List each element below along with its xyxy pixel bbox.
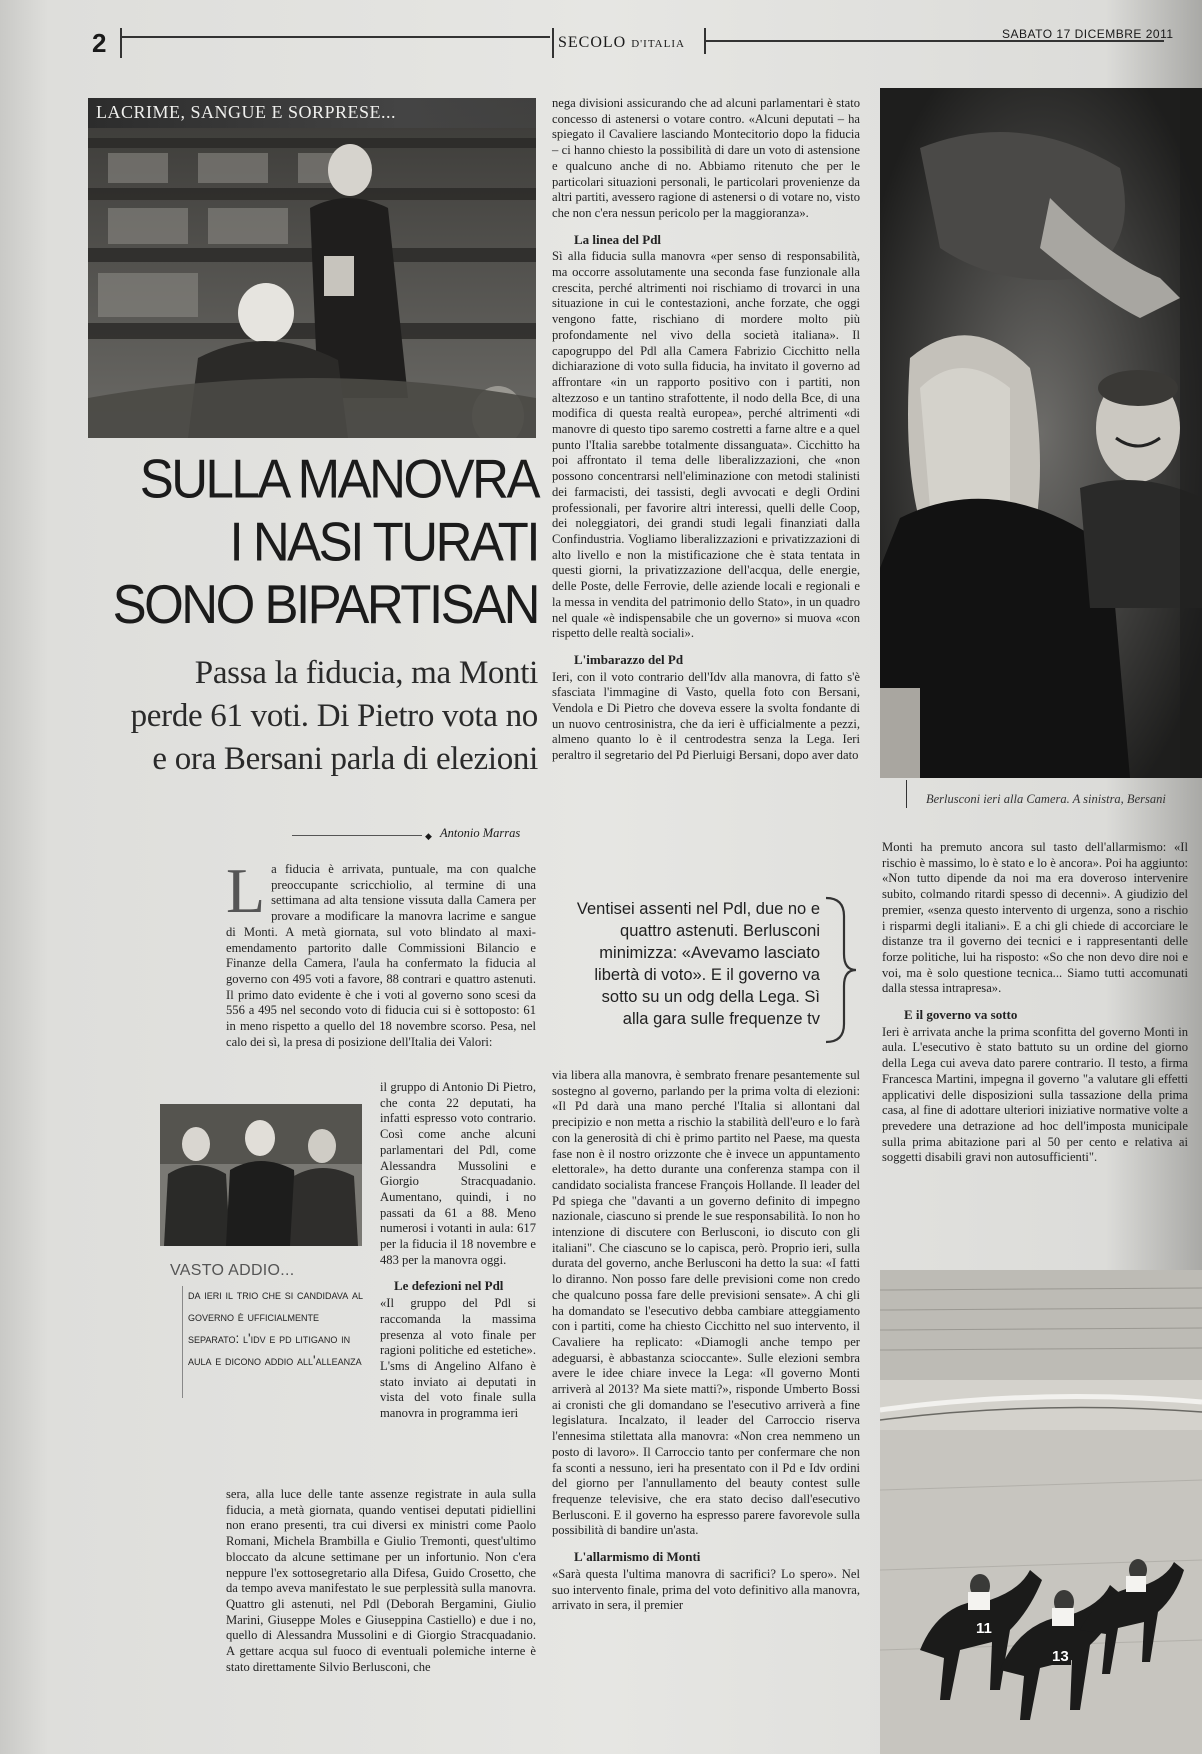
intro-text: a fiducia è arrivata, puntuale, ma con qualche preoccupante scricchiolio, al termine di una settimana ad alta tensione vissuta dalla Camera per provare a modificare la manovra lacrime e sangue di Monti. A metà giornata, sul voto blindato al maxi-emendamento partorito dalle Commissioni Bilancio e Finanze della Camera, l'aula ha confermato la fiducia al governo con 495 voti a favore, 88 contrari e quattro astenuti. Il primo dato evidente è che i voti al governo sono scesi da 556 a 495 nel secondo voto di fiducia cui si è sottoposto: 61 in meno rispetto a quello del 18 novembre scorso. Pesa, nel calo dei sì, la presa di posizione dell'Italia dei Valori: [226, 862, 536, 1049]
pull-quote-brace [822, 896, 858, 1044]
vasto-box-title: VASTO ADDIO... [170, 1262, 295, 1279]
pull-quote [572, 898, 820, 1030]
col3-p2: Ieri è arrivata anche la prima sconfitta del governo Monti in aula. L'esecutivo è stato battuto su un ordine del giorno della Lega cui aveva dato parere contrario. Il testo, a firma Francesca Martini, impegna il governo "a valutare gli effetti applicativi delle disposizioni sulla tassazione della prima casa, al fine di adottare ulteriori iniziative normative volte a prevedere una detrazione ad hoc dell'imposta municipale sulla prima abitazione pari al 50 per cento e relativa ai soggetti disabili gravi non autosufficienti". [882, 1024, 1188, 1165]
header-rule [120, 36, 550, 38]
photo-caption-rule [906, 780, 907, 808]
col1-defezioni-wide: sera, alla luce delle tante assenze registrate in aula sulla fiducia, a metà giornata, quando ventisei deputati pidiellini non erano presenti, tra cui diversi ex ministri come Paolo Romani, Michela Brambilla e Giulio Tremonti, quest'ultimo bloccato da alcune settimane per un infortunio. Non c'era neppure l'ex sottosegretario alla Difesa, Guido Crosetto, che da tempo aveva manifestato le sue perplessità sulla manovra. Quattro gli astenuti, nel Pdl (Deborah Bergamini, Giulio Marini, Giuseppe Moles e Giuseppina Castiello) e due i no, quello di Alessandra Mussolini e di Giorgio Stracquadanio. A gettare acqua sul fuoco di eventuali polemiche interne è stato direttamente Silvio Berlusconi, che [226, 1487, 536, 1674]
saddlecloth-number: 13 [1052, 1648, 1069, 1665]
horse-race-photo-art [880, 1270, 1202, 1754]
col1-defezioni-narrow: «Il gruppo del Pdl si raccomanda la massima presenza al voto finale per ragioni politiche ed estetiche». L'sms di Angelino Alfano è stato inviato ai deputati in vista del voto finale sulla manovra in programma ieri [380, 1296, 536, 1421]
subhead-sotto: E il governo va sotto [904, 1007, 1018, 1023]
subheadline [60, 652, 538, 781]
photo-caption: Berlusconi ieri alla Camera. A sinistra, Bersani [926, 792, 1166, 806]
vasto-box-body: da ieri il trio che si candidava al governo è ufficialmente separato: l'idv e pd litigano in aula e dicono addio all'alleanza [188, 1287, 363, 1368]
headline-line: SULLA MANOVRA [139, 448, 538, 510]
col3-p1: Monti ha premuto ancora sul tasto dell'allarmismo: «Il rischio è massimo, lo è stato e lo è ancora». Poi ha aggiunto: «Non tutto dipende da noi ma era doveroso intervenire subito, colmando ritardi spesso di decenni». A giudizio del premier, «senza questo intervento di urgenza, sono a rischio i risparmi degli italiani». E a chi gli chiede di accorciare le distanze tra il governo dei tecnici e i rappresentanti delle forze politiche, lui ha risposto: «So che non devo dire noi e voi, ma è solo questione tecnica... Siamo tutti accomunati dalla stessa intrapresa». [882, 840, 1188, 996]
byline-diamond: ◆ [425, 831, 432, 841]
vasto-photo-art [160, 1104, 362, 1246]
saddlecloth-number: 11 [976, 1620, 992, 1637]
parliament-photo-art [88, 98, 536, 438]
photo-kicker: LACRIME, SANGUE E SORPRESE... [88, 98, 536, 128]
subhead-defezioni: Le defezioni nel Pdl [394, 1278, 504, 1294]
parliament-photo [88, 98, 536, 438]
berlusconi-photo [880, 88, 1202, 778]
article-col3 [882, 840, 1188, 1166]
vasto-box-rule [182, 1286, 183, 1398]
subhead-imbarazzo: L'imbarazzo del Pd [574, 651, 684, 667]
subheadline-line: perde 61 voti. Di Pietro vota no [130, 698, 538, 734]
drop-cap: L [226, 855, 266, 926]
col2-p2: Sì alla fiducia sulla manovra «per senso di responsabilità, ma occorre assolutamente una seconda fase funzionale alla crescita, perché altrimenti noi rischiamo di trovarci in una situazione in cui le contestazioni, anche forzate, che oggi vengono fatte, rischiano di mordere molto più profondamente nel vivo della società italiana». Il capogruppo del Pdl alla Camera Fabrizio Cicchitto nella dichiarazione di voto sulla fiducia, ha invitato il governo ad affrontare «in un rapporto positivo con i partiti, non altezzoso e un tantino strafottente, il nodo della Bce, di una modifica di questa realtà europea», perché altrimenti «di manovre di questo tipo saremo costretti a farne altre e a quel punto l'Italia sarebbe totalmente dissanguata». Cicchitto ha poi affrontato il tema delle liberalizzazioni, che «non possono concentrarsi nell'eliminazione con metodi stalinisti dei farmacisti, dei tassisti, degli avvocati e degli Ordini professionali, per favorire altri interessi, quelli delle Coop, dei noleggiatori, dei grandi studi legali finanziati dalla Confindustria. Vogliamo liberalizzazioni e privatizzazioni di alto livello e non la mistificazione che è stata tentata in questi giorni, la privatizzazione dell'acqua, delle energie, delle Poste, delle Ferrovie, delle aziende locali e regionali e la messa in vendita del patrimonio dello Stato», in un quadro nel quale «è indispensabile che un governo» si muova «con rispetto delle realtà sociali». [552, 249, 860, 641]
article-intro [226, 855, 536, 1050]
subheadline-line: Passa la fiducia, ma Monti [194, 655, 538, 691]
pull-quote-text: Ventisei assenti nel Pdl, due no e quattro astenuti. Berlusconi minimizza: «Avevamo lasciato libertà di voto». E il governo va sotto su un odg della Lega. Sì alla gara sulle frequenze tv [576, 900, 820, 1028]
header-rule [552, 28, 554, 58]
vasto-photo [160, 1104, 362, 1246]
subhead-linea: La linea del Pdl [574, 231, 662, 247]
horse-race-photo [880, 1270, 1202, 1754]
article-col2-top [552, 96, 860, 764]
byline-rule [292, 835, 422, 836]
header-rule [120, 28, 122, 58]
berlusconi-photo-art [880, 88, 1202, 778]
col2-p4: via libera alla manovra, è sembrato frenare pesantemente sul sostegno al governo, parlando per la prima volta di elezioni: «Il Pd darà una mano perché l'Italia si allontani dal precipizio e non metta a rischio la stabilità dell'euro e lo farà con la generosità di chi è primo partito nel Paese, ma questa fase non è il nostro orizzonte che è invece un appuntamento elettorale», ha detto durante una conferenza stampa con il candidato socialista francese François Hollande. Il leader del Pd spiega che "davanti a un governo definito di impegno nazionale, ciascuno si prende le sue responsabilità. Io non ho intenzione di discutere con Berlusconi, io discuto con gli italiani". Che ciascuno se lo capisca, però. Proprio ieri, sulla durata del governo, anche Berlusconi ha detto la sua: «I fatti lo diranno. Non posso fare delle previsioni come non credo che qualcuno possa fare delle previsioni sensate». A chi gli ha domandato se l'esecutivo debba cambiare atteggiamento con i partiti, come ha chiesto Cicchitto nel suo intervento, il Cavaliere ha replicato: «Diamogli anche tempo per adeguarsi, è abbastanza scioccante». Sulle elezioni sembra avere le idee chiare invece la Lega: «Il governo Monti arriverà al 2013? Ma siete matti?», risponde Umberto Bossi ai cronisti che gli domandano se l'esecutivo arriverà a fine legislatura. Incalzato, il leader del Carroccio riserva l'ennesima stilettata alla manovra: «Non crea nemmeno un posto di lavoro». Il Carroccio tanto per confermare che non fa sconti a nessuno, ieri ha presentato con il Pd e Idv ordini del giorno per l'annullamento del beauty contest sulle frequenze televisive, che era stato deciso dall'esecutivo Berlusconi. E il governo ha espresso parere favorevole sulla possibilità di bandire un'asta. [552, 1068, 860, 1538]
article-col2-bottom [552, 1068, 860, 1614]
headline-line: I NASI TURATI [229, 510, 538, 573]
masthead-main: SECOLO [558, 34, 627, 51]
byline: Antonio Marras [440, 826, 521, 840]
article-col1-narrow [380, 1080, 536, 1422]
subheadline-line: e ora Bersani parla di elezioni [152, 741, 538, 777]
col1-narrow-text: il gruppo di Antonio Di Pietro, che conta 22 deputati, ha infatti espresso voto contrario. Così come anche alcuni parlamentari del Pdl, come Alessandra Mussolini e Giorgio Stracquadanio. Aumentano, quindi, i no passati da 61 a 88. Meno numerosi i votanti in aula: 617 per la fiducia il 18 novembre e 483 per la manovra oggi. [380, 1080, 536, 1267]
masthead-small: D'ITALIA [631, 38, 685, 50]
article-col1-bottom [226, 1487, 536, 1675]
page-number: 2 [92, 28, 107, 58]
headline [78, 448, 538, 636]
subhead-allarmismo: L'allarmismo di Monti [574, 1549, 701, 1565]
col2-p1: nega divisioni assicurando che ad alcuni parlamentari è stato concesso di astenersi o votare contro. «Alcuni deputati – ha spiegato il Cavaliere lasciando Montecitorio dopo la fiducia – ci hanno chiesto la possibilità di dare un voto di astensione e qualcuno anche di no. Abbiamo ritenuto che per le particolari situazioni personali, le particolari provenienze da altri partiti, avessero ragione di astenersi o di votare no, visto che non c'era nessun pericolo per la maggioranza». [552, 96, 860, 220]
masthead [558, 34, 685, 52]
vasto-box [160, 1246, 372, 1406]
issue-date: SABATO 17 DICEMBRE 2011 [1002, 27, 1174, 41]
col2-p3: Ieri, con il voto contrario dell'Idv alla manovra, di fatto s'è sfasciata l'immagine di Vasto, quella foto con Bersani, Vendola e Di Pietro che doveva essere la svolta fondante di un nuovo centrosinistra, che da ieri è ufficialmente a pezzi, almeno quanto lo è il centrodestra senza la Lega. Ieri peraltro il segretario del Pd Pierluigi Bersani, dopo aver dato [552, 669, 860, 763]
col2-p5: «Sarà questa l'ultima manovra di sacrifici? Lo spero». Nel suo intervento finale, prima del voto definitivo alla manovra, arrivato in sera, il premier [552, 1566, 860, 1613]
headline-line: SONO BIPARTISAN [112, 573, 538, 635]
